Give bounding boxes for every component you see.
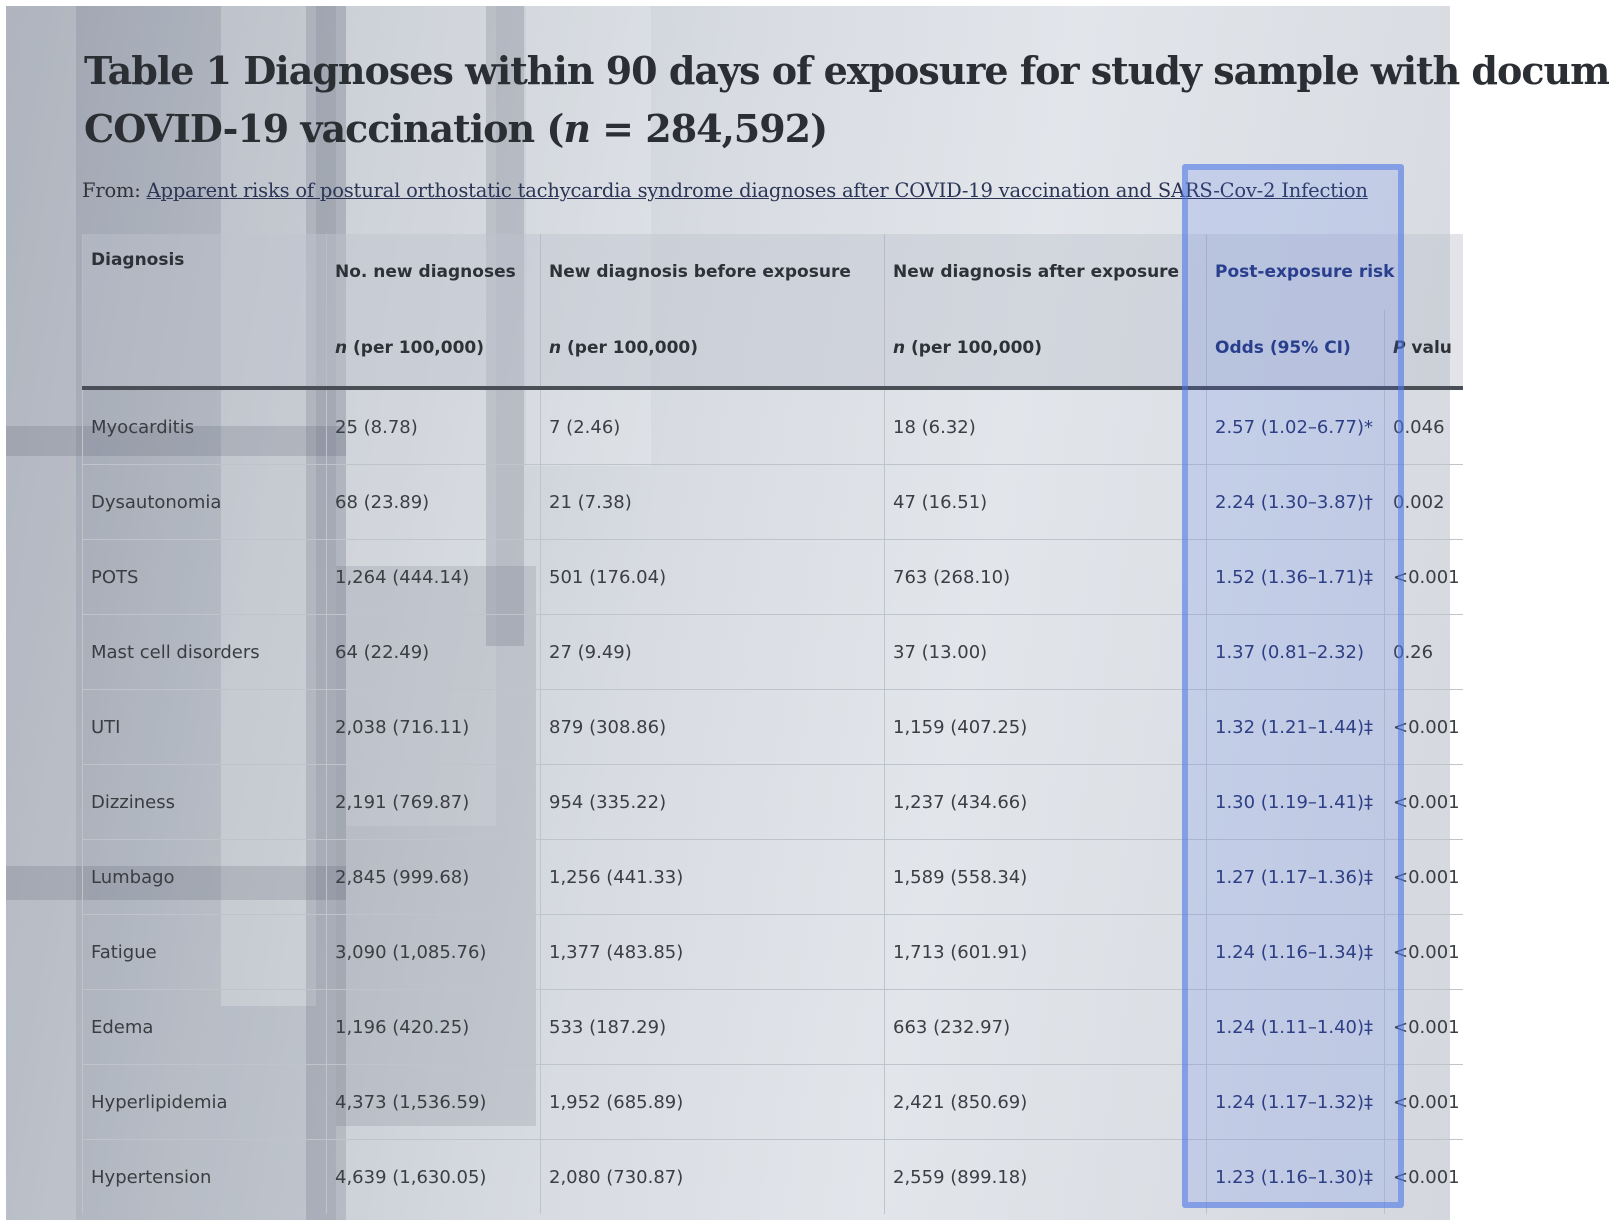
table-row	[83, 1065, 1463, 1140]
cell-p-value: 0.002	[1385, 465, 1463, 540]
cell-after-exposure: 2,421 (850.69)	[885, 1065, 1207, 1140]
subheader-per: (per 100,000)	[347, 338, 484, 358]
table-row	[83, 915, 1463, 990]
cell-new-diagnoses: 68 (23.89)	[327, 465, 541, 540]
cell-after-exposure: 37 (13.00)	[885, 615, 1207, 690]
subheader-per: (per 100,000)	[905, 338, 1042, 358]
table-row	[83, 990, 1463, 1065]
subheader-after-per-100k	[885, 310, 1207, 388]
cell-odds-ci: 1.24 (1.16–1.34)‡	[1207, 915, 1385, 990]
cell-before-exposure: 501 (176.04)	[541, 540, 885, 615]
cell-new-diagnoses: 4,373 (1,536.59)	[327, 1065, 541, 1140]
cell-before-exposure: 879 (308.86)	[541, 690, 885, 765]
cell-p-value: <0.001	[1385, 1065, 1463, 1140]
cell-new-diagnoses: 64 (22.49)	[327, 615, 541, 690]
cell-diagnosis: Lumbago	[83, 840, 327, 915]
cell-odds-ci: 1.23 (1.16–1.30)‡	[1207, 1140, 1385, 1215]
table-row	[83, 690, 1463, 765]
header-new-diagnoses: No. new diagnoses	[327, 234, 541, 310]
cell-before-exposure: 27 (9.49)	[541, 615, 885, 690]
cell-odds-ci: 2.57 (1.02–6.77)*	[1207, 388, 1385, 465]
photographed-screen	[6, 6, 1609, 1220]
cell-odds-ci: 2.24 (1.30–3.87)†	[1207, 465, 1385, 540]
cell-p-value: <0.001	[1385, 1140, 1463, 1215]
cell-new-diagnoses: 25 (8.78)	[327, 388, 541, 465]
cell-after-exposure: 663 (232.97)	[885, 990, 1207, 1065]
cell-new-diagnoses: 1,196 (420.25)	[327, 990, 541, 1065]
title-line-2-prefix: COVID-19 vaccination (	[84, 106, 564, 151]
table-row	[83, 465, 1463, 540]
subheader-p-value	[1385, 310, 1463, 388]
diagnoses-table	[82, 234, 1463, 1214]
cell-diagnosis: Myocarditis	[83, 388, 327, 465]
header-after-exposure: New diagnosis after exposure	[885, 234, 1207, 310]
title-line-1: Table 1 Diagnoses within 90 days of exposure for study sample with docum	[84, 48, 1609, 93]
cell-p-value: <0.001	[1385, 765, 1463, 840]
cell-before-exposure: 533 (187.29)	[541, 990, 885, 1065]
header-before-exposure: New diagnosis before exposure	[541, 234, 885, 310]
table-title	[84, 42, 1609, 158]
title-line-2-suffix: = 284,592)	[589, 106, 828, 151]
cell-new-diagnoses: 2,191 (769.87)	[327, 765, 541, 840]
cell-new-diagnoses: 2,038 (716.11)	[327, 690, 541, 765]
table-row	[83, 615, 1463, 690]
subheader-n: n	[335, 338, 348, 358]
cell-diagnosis: Fatigue	[83, 915, 327, 990]
table-row	[83, 765, 1463, 840]
source-line	[82, 179, 1368, 202]
table-header	[83, 234, 1463, 388]
subheader-n: n	[893, 338, 906, 358]
cell-after-exposure: 1,589 (558.34)	[885, 840, 1207, 915]
cell-p-value: <0.001	[1385, 690, 1463, 765]
title-line-2-n: n	[563, 106, 590, 151]
cell-odds-ci: 1.27 (1.17–1.36)‡	[1207, 840, 1385, 915]
source-prefix: From:	[82, 179, 147, 202]
cell-odds-ci: 1.24 (1.17–1.32)‡	[1207, 1065, 1385, 1140]
cell-after-exposure: 1,237 (434.66)	[885, 765, 1207, 840]
table-body	[83, 388, 1463, 1214]
cell-p-value: <0.001	[1385, 990, 1463, 1065]
cell-diagnosis: Dysautonomia	[83, 465, 327, 540]
cell-diagnosis: POTS	[83, 540, 327, 615]
cell-odds-ci: 1.37 (0.81–2.32)	[1207, 615, 1385, 690]
cell-new-diagnoses: 3,090 (1,085.76)	[327, 915, 541, 990]
cell-p-value: 0.26	[1385, 615, 1463, 690]
cell-before-exposure: 1,377 (483.85)	[541, 915, 885, 990]
subheader-new-per-100k	[327, 310, 541, 388]
cell-diagnosis: UTI	[83, 690, 327, 765]
cell-after-exposure: 1,713 (601.91)	[885, 915, 1207, 990]
title-line-2	[84, 100, 1484, 158]
window-glare-left	[6, 6, 76, 1220]
subheader-p: P	[1393, 338, 1406, 358]
header-post-exposure-risk: Post-exposure risk	[1207, 234, 1463, 310]
cell-odds-ci: 1.30 (1.19–1.41)‡	[1207, 765, 1385, 840]
source-article-link[interactable]: Apparent risks of postural orthostatic tachycardia syndrome diagnoses after COVID-19 vaccination and SARS-Cov-2 Infection	[146, 179, 1368, 202]
header-diagnosis: Diagnosis	[83, 234, 327, 388]
cell-diagnosis: Edema	[83, 990, 327, 1065]
cell-p-value: <0.001	[1385, 915, 1463, 990]
cell-odds-ci: 1.24 (1.11–1.40)‡	[1207, 990, 1385, 1065]
subheader-p-rest: valu	[1405, 338, 1452, 358]
subheader-per: (per 100,000)	[561, 338, 698, 358]
subheader-n: n	[549, 338, 562, 358]
cell-diagnosis: Hypertension	[83, 1140, 327, 1215]
cell-after-exposure: 1,159 (407.25)	[885, 690, 1207, 765]
cell-before-exposure: 1,256 (441.33)	[541, 840, 885, 915]
cell-after-exposure: 763 (268.10)	[885, 540, 1207, 615]
cell-new-diagnoses: 1,264 (444.14)	[327, 540, 541, 615]
cell-after-exposure: 18 (6.32)	[885, 388, 1207, 465]
header-row-top	[83, 234, 1463, 310]
cell-diagnosis: Mast cell disorders	[83, 615, 327, 690]
subheader-before-per-100k	[541, 310, 885, 388]
cell-after-exposure: 2,559 (899.18)	[885, 1140, 1207, 1215]
table-row	[83, 1140, 1463, 1215]
cell-diagnosis: Hyperlipidemia	[83, 1065, 327, 1140]
cell-before-exposure: 1,952 (685.89)	[541, 1065, 885, 1140]
cell-new-diagnoses: 2,845 (999.68)	[327, 840, 541, 915]
cell-p-value: <0.001	[1385, 540, 1463, 615]
table-row	[83, 540, 1463, 615]
cell-before-exposure: 954 (335.22)	[541, 765, 885, 840]
cell-p-value: 0.046	[1385, 388, 1463, 465]
cell-odds-ci: 1.52 (1.36–1.71)‡	[1207, 540, 1385, 615]
cell-diagnosis: Dizziness	[83, 765, 327, 840]
cell-after-exposure: 47 (16.51)	[885, 465, 1207, 540]
cell-new-diagnoses: 4,639 (1,630.05)	[327, 1140, 541, 1215]
table-row	[83, 840, 1463, 915]
cell-p-value: <0.001	[1385, 840, 1463, 915]
cell-before-exposure: 7 (2.46)	[541, 388, 885, 465]
cell-odds-ci: 1.32 (1.21–1.44)‡	[1207, 690, 1385, 765]
table-row	[83, 388, 1463, 465]
cell-before-exposure: 2,080 (730.87)	[541, 1140, 885, 1215]
cell-before-exposure: 21 (7.38)	[541, 465, 885, 540]
subheader-odds: Odds (95% CI)	[1207, 310, 1385, 388]
